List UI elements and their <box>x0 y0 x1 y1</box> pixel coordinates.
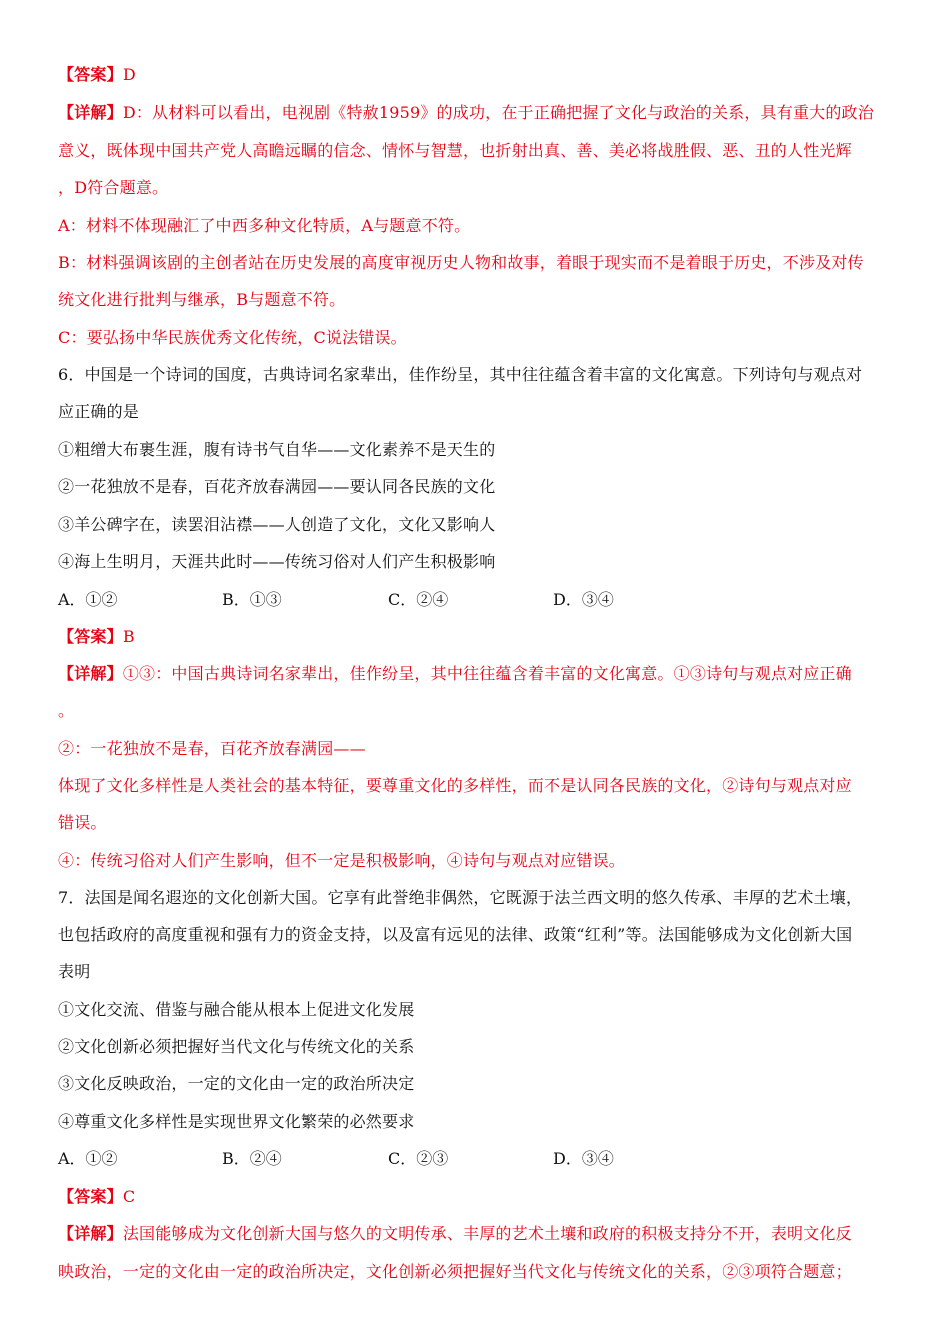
question-item: ③文化反映政治，一定的文化由一定的政治所决定 <box>58 1074 415 1093</box>
answer-value: C <box>122 1187 136 1206</box>
question-stem: 6．中国是一个诗词的国度，古典诗词名家辈出，佳作纷呈，其中往往蕴含着丰富的文化寓意。下列诗句与观点对 <box>58 365 863 384</box>
question-item: ③羊公碑字在，读罢泪沾襟——人创造了文化，文化又影响人 <box>58 515 496 534</box>
detail-option-c: C：要弘扬中华民族优秀文化传统，C说法错误。 <box>58 328 407 347</box>
detail-tag: 【详解】 <box>58 103 123 122</box>
detail-line: ，D符合题意。 <box>58 178 169 197</box>
option-d: D．③④ <box>553 590 614 609</box>
answer-line <box>58 626 135 648</box>
option-c: C．②③ <box>388 1149 449 1168</box>
question-item: ①粗缯大布裹生涯，腹有诗书气自华——文化素养不是天生的 <box>58 440 496 459</box>
detail-line: 意义，既体现中国共产党人高瞻远瞩的信念、情怀与智慧，也折射出真、善、美必将战胜假、恶、丑的人性光辉 <box>58 141 852 160</box>
option-b: B．①③ <box>222 590 282 609</box>
detail-line: 体现了文化多样性是人类社会的基本特征，要尊重文化的多样性，而不是认同各民族的文化，②诗句与观点对应 <box>58 776 852 795</box>
question-stem: 7．法国是闻名遐迩的文化创新大国。它享有此誉绝非偶然，它既源于法兰西文明的悠久传承、丰厚的艺术土壤， <box>58 888 863 907</box>
option-c: C．②④ <box>388 590 449 609</box>
option-a: A．①② <box>58 590 118 609</box>
detail-text: D：从材料可以看出，电视剧《特赦1959》的成功，在于正确把握了文化与政治的关系，具有重大的政治 <box>122 103 874 122</box>
detail-line: 。 <box>58 701 75 720</box>
question-stem: 应正确的是 <box>58 402 140 421</box>
detail-option-a: A：材料不体现融汇了中西多种文化特质，A与题意不符。 <box>58 216 471 235</box>
detail-line: ④：传统习俗对人们产生影响，但不一定是积极影响，④诗句与观点对应错误。 <box>58 851 626 870</box>
answer-value: D <box>122 65 136 84</box>
answer-tag: 【答案】 <box>58 627 123 646</box>
detail-line <box>58 102 874 124</box>
detail-tag: 【详解】 <box>58 664 123 683</box>
option-d: D．③④ <box>553 1149 614 1168</box>
detail-text: 法国能够成为文化创新大国与悠久的文明传承、丰厚的艺术土壤和政府的积极支持分不开，表明文化反 <box>122 1224 852 1243</box>
question-stem: 表明 <box>58 962 91 981</box>
detail-option-b: 统文化进行批判与继承，B与题意不符。 <box>58 290 346 309</box>
option-b: B．②④ <box>222 1149 282 1168</box>
detail-line <box>58 663 852 685</box>
detail-line: ②：一花独放不是春，百花齐放春满园—— <box>58 739 366 758</box>
answer-tag: 【答案】 <box>58 65 123 84</box>
question-item: ②文化创新必须把握好当代文化与传统文化的关系 <box>58 1037 415 1056</box>
question-item: ②一花独放不是春，百花齐放春满园——要认同各民族的文化 <box>58 477 496 496</box>
question-item: ④尊重文化多样性是实现世界文化繁荣的必然要求 <box>58 1112 415 1131</box>
detail-text: ①③：中国古典诗词名家辈出，佳作纷呈，其中往往蕴含着丰富的文化寓意。①③诗句与观点对应正确 <box>122 664 852 683</box>
detail-option-b: B：材料强调该剧的主创者站在历史发展的高度审视历史人物和故事，着眼于现实而不是着眼于历史，不涉及对传 <box>58 253 864 272</box>
answer-tag: 【答案】 <box>58 1187 123 1206</box>
answer-line <box>58 1186 135 1208</box>
answer-value: B <box>122 627 135 646</box>
answer-line <box>58 64 136 86</box>
detail-tag: 【详解】 <box>58 1224 123 1243</box>
question-item: ①文化交流、借鉴与融合能从根本上促进文化发展 <box>58 1000 415 1019</box>
detail-line: 错误。 <box>58 813 107 832</box>
detail-line <box>58 1223 852 1245</box>
option-a: A．①② <box>58 1149 118 1168</box>
detail-line: 映政治，一定的文化由一定的政治所决定，文化创新必须把握好当代文化与传统文化的关系，②③项符合题意； <box>58 1262 852 1281</box>
question-stem: 也包括政府的高度重视和强有力的资金支持，以及富有远见的法律、政策“红利”等。法国能够成为文化创新大国 <box>58 925 853 944</box>
question-item: ④海上生明月，天涯共此时——传统习俗对人们产生积极影响 <box>58 552 496 571</box>
